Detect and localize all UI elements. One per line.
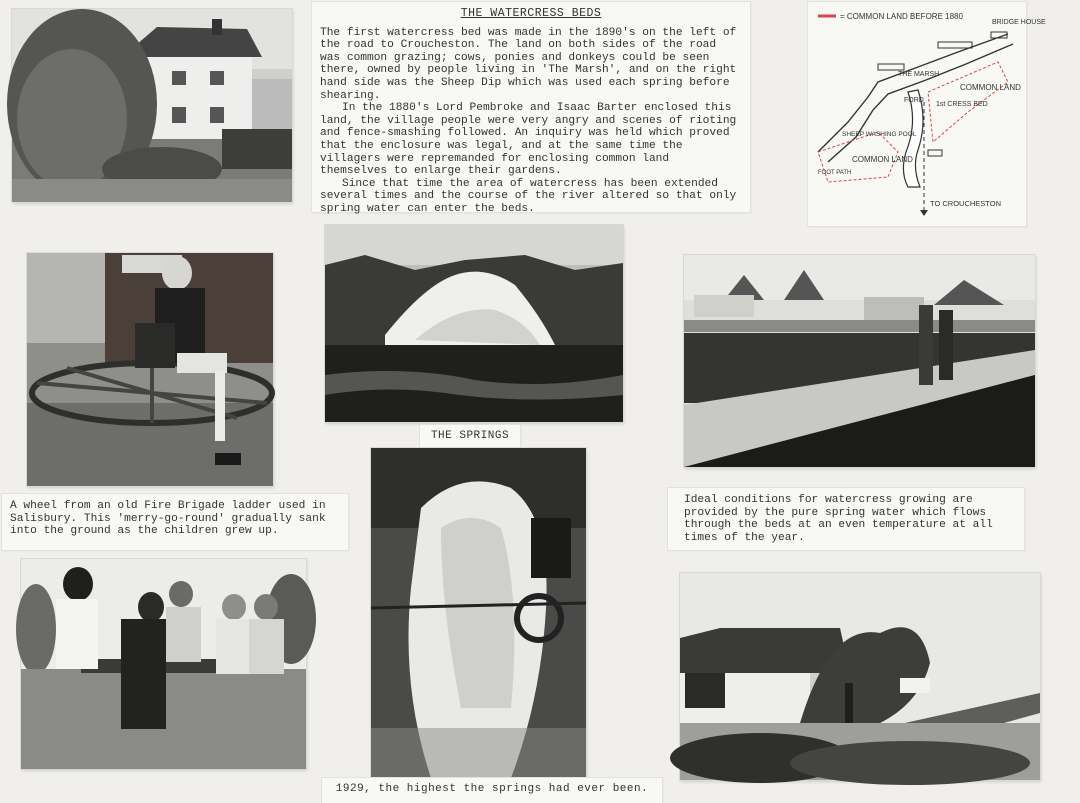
map-label-to-croucheston: TO CROUCHESTON <box>930 199 1001 208</box>
children-photo <box>21 559 306 769</box>
conditions-caption: Ideal conditions for watercress growing are provided by the pure spring water which flows through the beds at an even temperature at all times of the year. <box>668 488 1024 550</box>
springs-1929-caption: 1929, the highest the springs had ever been. <box>322 778 662 803</box>
article-paragraph-3: Since that time the area of watercress has been extended several times and the course of the river altered so that only spring water can enter the beds. <box>320 177 737 215</box>
map-label-first-cress-bed: 1st CRESS BED <box>936 101 988 108</box>
springs-1929-photo <box>371 448 586 778</box>
springs-caption: THE SPRINGS <box>420 425 520 450</box>
map-label-foot-path: FOOT PATH <box>818 170 852 176</box>
wheel-caption: A wheel from an old Fire Brigade ladder used in Salisbury. This 'merry-go-round' gradually sank into the ground as the children grew up. <box>2 494 348 550</box>
map-legend: = COMMON LAND BEFORE 1880 <box>840 12 963 21</box>
cress-beds-house-photo <box>680 573 1040 780</box>
article-title: THE WATERCRESS BEDS <box>460 7 602 20</box>
article-paragraph-2: In the 1880's Lord Pembroke and Isaac Barter enclosed this land, the village people were very angry and scenes of rioting and fence-smashing followed. An inquiry was held which proved that the enclosure was legal, and at the same time the villagers were repremanded for enclosing common land themselves to enlarge their gardens. <box>320 102 737 178</box>
hand-drawn-map <box>808 2 1046 226</box>
springs-photo <box>325 225 623 422</box>
map-label-the-marsh: THE MARSH <box>898 71 940 78</box>
map-label-bridge-house: BRIDGE HOUSE <box>992 19 1046 26</box>
map-label-common-land-left: COMMON LAND <box>852 155 913 164</box>
house-photo <box>12 9 292 202</box>
watercress-beds-photo <box>684 255 1035 467</box>
watercress-article <box>312 2 750 215</box>
map-label-ford: FORD <box>904 97 924 104</box>
map-label-sheep-washing-pool: SHEEP WASHING POOL <box>842 131 917 138</box>
article-paragraph-1: The first watercress bed was made in the 1890's on the left of the road to Croucheston. The land on both sides of the road was common grazing; cows, ponies and donkeys could be seen there, owned by people living in 'The Marsh', and on the right hand side was the Sheep Dip which was used each spring before shearing. <box>320 26 737 102</box>
map-label-common-land-right: COMMON LAND <box>960 83 1021 92</box>
girl-on-wheel-photo <box>27 253 273 486</box>
